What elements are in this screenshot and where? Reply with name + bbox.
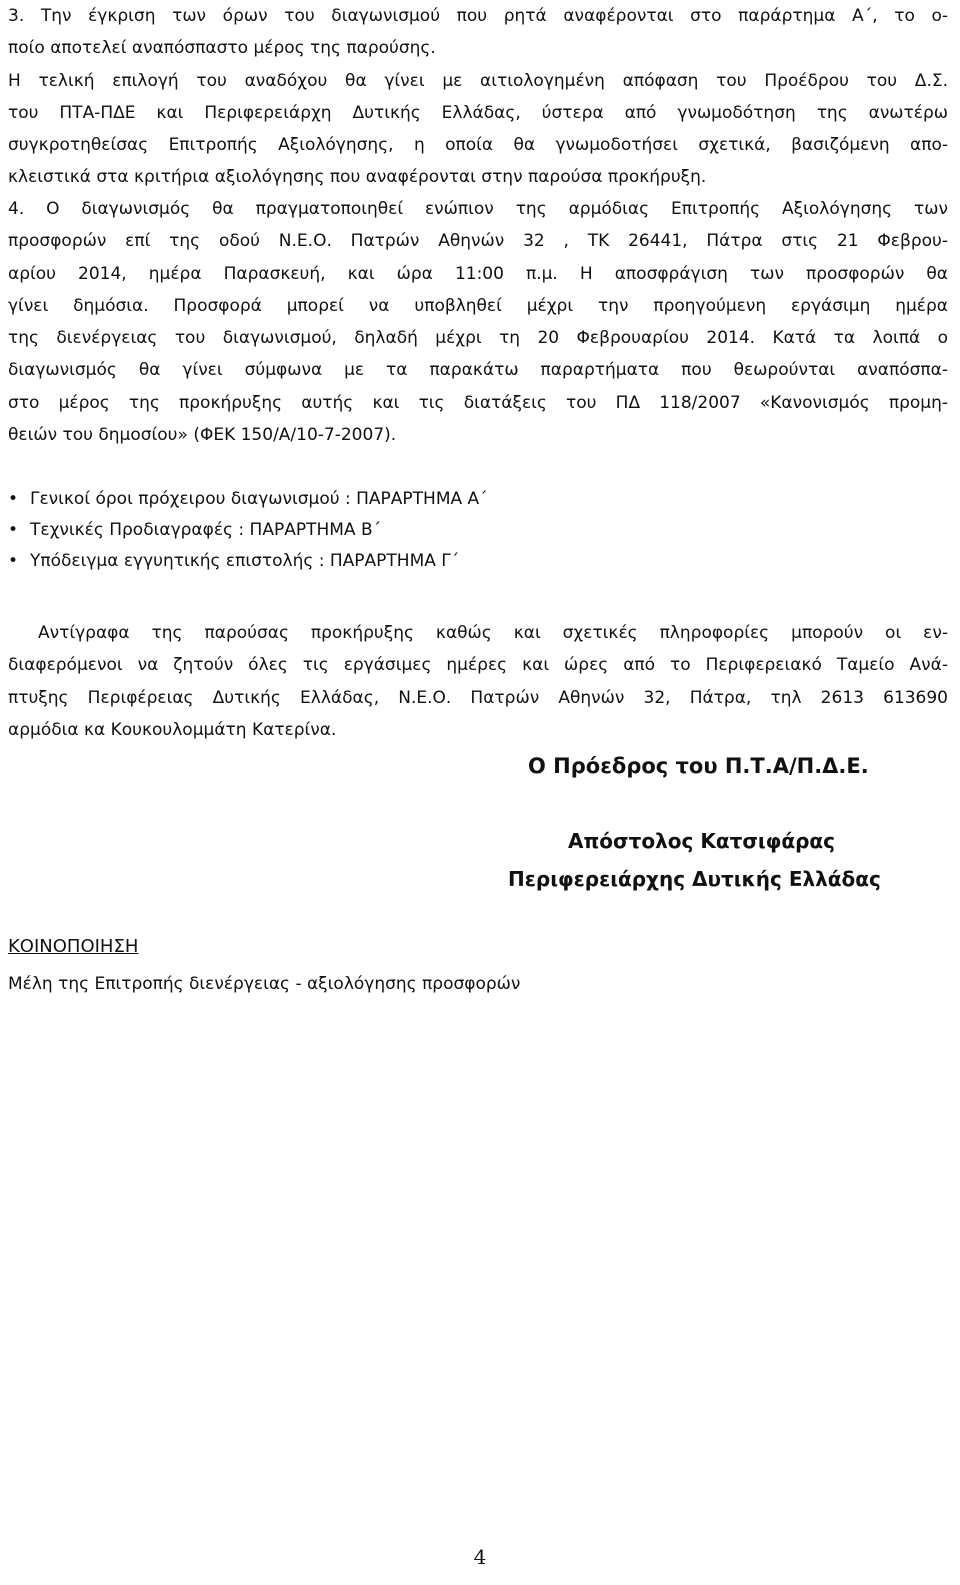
copies-line: αρμόδια κα Κουκουλομμάτη Κατερίνα. <box>8 719 337 740</box>
signature-name: Απόστολος Κατσιφάρας <box>568 829 836 853</box>
item-3-line: συγκροτηθείσας Επιτροπής Αξιολόγησης, η οποία θα γνωμοδοτήσει σχετικά, βασιζόμενη απο- <box>8 135 948 156</box>
item-4-line: γίνει δημόσια. Προσφορά μπορεί να υποβληθεί μέχρι την προηγούμενη εργάσιμη ημέρα <box>8 295 948 316</box>
copies-line: διαφερόμενοι να ζητούν όλες τις εργάσιμες ημέρες και ώρες από το Περιφερειακό Ταμείο Ανά- <box>8 655 948 676</box>
annex-label: Υπόδειγμα εγγυητικής επιστολής : ΠΑΡΑΡΤΗΜΑ Γ΄ <box>30 551 460 571</box>
item-3-line: ποίο αποτελεί αναπόσπαστο μέρος της παρούσης. <box>8 38 436 59</box>
item-4-line: της διενέργειας του διαγωνισμού, δηλαδή μέχρι τη 20 Φεβρουαρίου 2014. Κατά τα λοιπά ο <box>8 328 948 349</box>
notification-title: ΚΟΙΝΟΠΟΙΗΣΗ <box>8 936 139 957</box>
list-item <box>8 546 708 577</box>
item-4-line: διαγωνισμός θα γίνει σύμφωνα με τα παρακάτω παραρτήματα που θεωρούνται αναπόσπα- <box>8 360 948 381</box>
item-4-line: θειών του δημοσίου» (ΦΕΚ 150/Α/10-7-2007). <box>8 425 397 446</box>
item-3-line: κλειστικά στα κριτήρια αξιολόγησης που αναφέρονται στην παρούσα προκήρυξη. <box>8 167 707 188</box>
page-number: 4 <box>473 1545 487 1569</box>
item-4-line: 4. Ο διαγωνισμός θα πραγματοποιηθεί ενώπιον της αρμόδιας Επιτροπής Αξιολόγησης των <box>8 199 948 219</box>
item-3-line: 3. Την έγκριση των όρων του διαγωνισμού που ρητά αναφέρονται στο παράρτημα Α΄, το ο- <box>8 6 948 26</box>
bullet-icon: • <box>8 520 19 540</box>
signature-position: Περιφερειάρχης Δυτικής Ελλάδας <box>508 867 881 891</box>
item-4-paragraph <box>8 193 948 451</box>
copies-line: πτυξης Περιφέρειας Δυτικής Ελλάδας, Ν.Ε.Ο. Πατρών Αθηνών 32, Πάτρα, τηλ 2613 613690 <box>8 687 948 708</box>
item-3-paragraph <box>8 0 948 194</box>
notification-text: Μέλη της Επιτροπής διενέργειας - αξιολόγησης προσφορών <box>8 974 521 994</box>
signature-role: Ο Πρόεδρος του Π.Τ.Α/Π.Δ.Ε. <box>528 754 869 778</box>
bullet-icon: • <box>8 489 19 509</box>
list-item <box>8 484 708 515</box>
item-3-line: του ΠΤΑ-ΠΔΕ και Περιφερειάρχη Δυτικής Ελλάδας, ύστερα από γνωμοδότηση της ανωτέρω <box>8 102 948 123</box>
item-4-line: αρίου 2014, ημέρα Παρασκευή, και ώρα 11:00 π.μ. Η αποσφράγιση των προσφορών θα <box>8 263 948 284</box>
item-4-line: προσφορών επί της οδού Ν.Ε.Ο. Πατρών Αθηνών 32 , ΤΚ 26441, Πάτρα στις 21 Φεβρου- <box>8 231 948 252</box>
copies-line: Αντίγραφα της παρούσας προκήρυξης καθώς και σχετικές πληροφορίες μπορούν οι εν- <box>38 623 948 643</box>
annex-list <box>8 484 708 577</box>
bullet-icon: • <box>8 551 19 571</box>
list-item <box>8 515 708 546</box>
annex-label: Γενικοί όροι πρόχειρου διαγωνισμού : ΠΑΡΑΡΤΗΜΑ Α΄ <box>30 489 488 509</box>
item-3-line: Η τελική επιλογή του αναδόχου θα γίνει με αιτιολογημένη απόφαση του Προέδρου του Δ.Σ. <box>8 70 948 91</box>
annex-label: Τεχνικές Προδιαγραφές : ΠΑΡΑΡΤΗΜΑ Β΄ <box>30 520 382 540</box>
copies-paragraph <box>8 617 948 746</box>
item-4-line: στο μέρος της προκήρυξης αυτής και τις διατάξεις του ΠΔ 118/2007 «Κανονισμός προμη- <box>8 392 948 413</box>
